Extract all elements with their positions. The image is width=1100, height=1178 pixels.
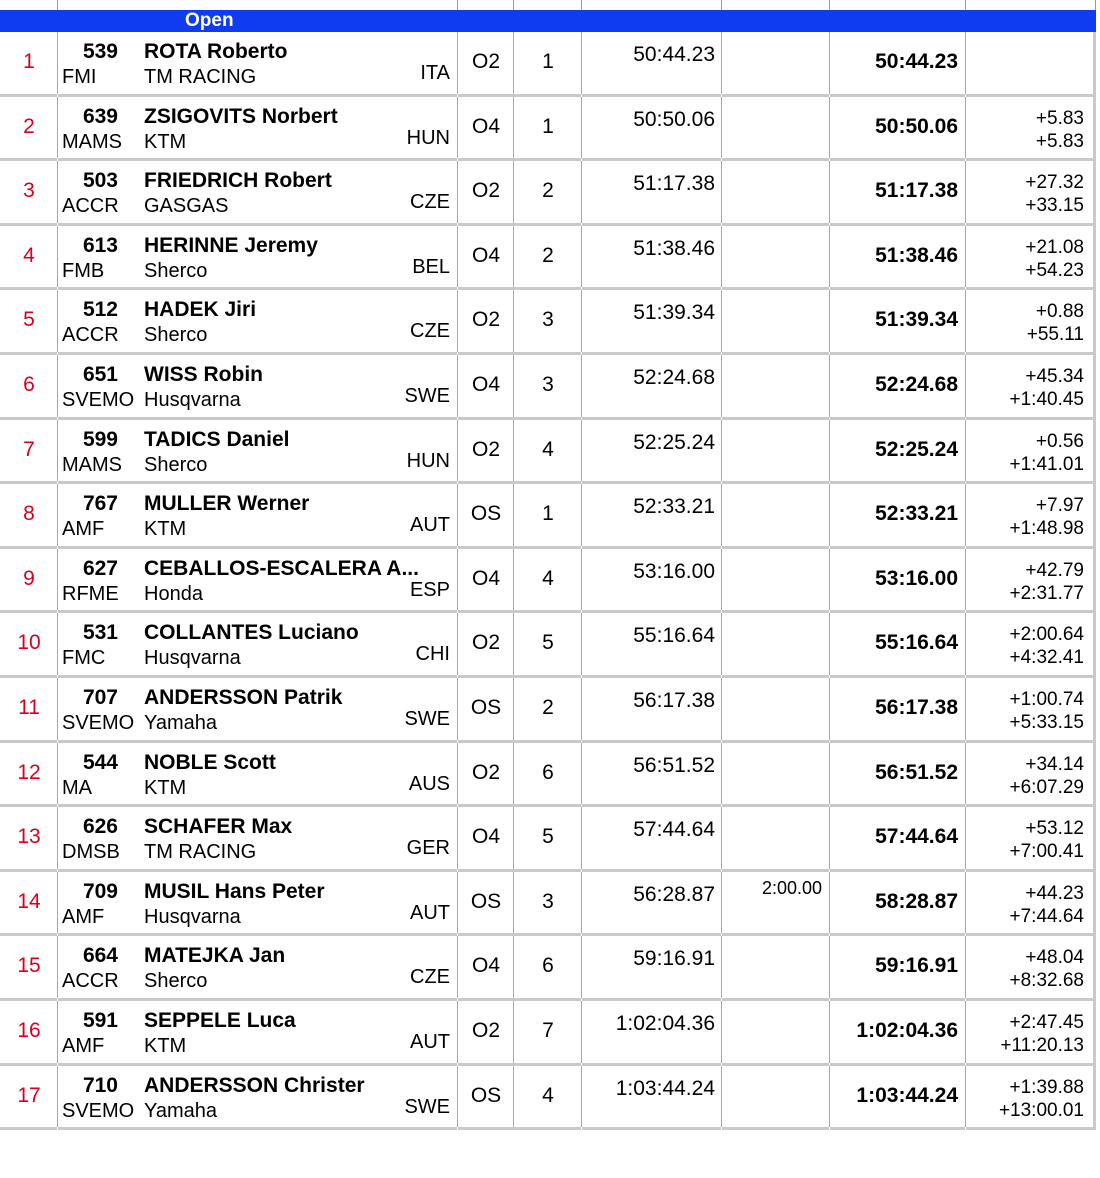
result-row (0, 161, 1096, 226)
class-position: 2 (542, 243, 554, 267)
class-position: 4 (542, 566, 554, 590)
gap-to-previous: +1:39.88 (1009, 1076, 1084, 1098)
gap-to-first: +13:00.01 (998, 1099, 1084, 1121)
rider-number: 767 (82, 492, 118, 516)
nationality: CZE (410, 320, 450, 343)
rider-number: 709 (82, 879, 118, 903)
gap-to-first: +54.23 (1025, 259, 1084, 281)
result-row (0, 484, 1096, 549)
rider-name: MUSIL Hans Peter (144, 880, 325, 903)
gap-to-previous: +0.56 (1035, 430, 1084, 452)
result-row (0, 613, 1096, 678)
position: 1 (23, 50, 35, 73)
rider-name: ANDERSSON Patrik (144, 686, 343, 709)
gap-to-previous: +1:00.74 (1009, 688, 1084, 710)
stage-time: 50:50.06 (633, 107, 715, 131)
class-position: 2 (542, 179, 554, 203)
gap-to-first: +7:44.64 (1009, 905, 1084, 927)
class: O4 (471, 114, 500, 138)
team-name: Husqvarna (144, 388, 241, 411)
rider-name: CEBALLOS-ESCALERA A... (144, 557, 419, 580)
team-name: KTM (144, 1034, 187, 1057)
class: O4 (471, 954, 500, 978)
position: 7 (23, 437, 35, 461)
rider-name: SEPPELE Luca (144, 1009, 296, 1032)
rider-name: SCHAFER Max (144, 816, 293, 839)
category-label: Open (185, 10, 234, 31)
stage-time: 56:17.38 (633, 688, 715, 712)
team-name: Husqvarna (144, 905, 241, 928)
total-time: 57:44.64 (875, 825, 958, 849)
stage-time: 1:02:04.36 (615, 1011, 715, 1035)
federation: DMSB (62, 841, 120, 864)
total-time: 59:16.91 (875, 954, 958, 978)
nationality: GER (406, 837, 450, 860)
penalty-time: 2:00.00 (761, 877, 822, 898)
federation: AMF (62, 518, 105, 541)
rider-name: TADICS Daniel (144, 428, 290, 451)
nationality: HUN (406, 126, 450, 149)
position: 9 (23, 566, 35, 590)
class-position: 2 (542, 695, 554, 719)
class: O2 (471, 437, 500, 461)
position: 11 (18, 695, 40, 719)
class-position: 3 (542, 372, 554, 396)
federation: AMF (62, 1034, 105, 1057)
stage-time: 53:16.00 (633, 559, 715, 583)
federation: MAMS (62, 453, 122, 476)
class: O4 (471, 825, 500, 849)
federation: ACCR (62, 195, 119, 218)
class-position: 3 (542, 308, 554, 332)
federation: RFME (62, 582, 119, 605)
top-strip (0, 0, 1096, 10)
result-row (0, 290, 1096, 355)
gap-to-previous: +2:47.45 (1009, 1011, 1084, 1033)
result-row (0, 420, 1096, 485)
class: OS (470, 889, 502, 913)
stage-time: 55:16.64 (633, 624, 715, 648)
result-row (0, 1066, 1096, 1131)
gap-to-first: +11:20.13 (1000, 1034, 1084, 1056)
federation: MA (62, 776, 92, 799)
rider-number: 710 (82, 1073, 118, 1097)
gap-to-previous: +5.83 (1035, 107, 1084, 129)
total-time: 52:25.24 (875, 437, 958, 461)
gap-to-first: +1:40.45 (1009, 388, 1084, 410)
result-row (0, 1001, 1096, 1066)
rider-number: 544 (82, 750, 118, 774)
team-name: KTM (144, 518, 187, 541)
rider-name: HERINNE Jeremy (144, 234, 318, 257)
stage-time: 50:44.23 (633, 43, 715, 66)
team-name: Husqvarna (144, 647, 241, 670)
stage-time: 52:25.24 (633, 430, 715, 454)
result-row (0, 32, 1096, 97)
gap-to-previous: +44.23 (1025, 882, 1084, 904)
gap-to-first: +4:32.41 (1009, 647, 1084, 669)
total-time: 1:02:04.36 (856, 1018, 958, 1042)
result-row (0, 226, 1096, 291)
rider-number: 664 (82, 944, 118, 968)
rider-name: ZSIGOVITS Norbert (144, 105, 338, 128)
total-time: 52:33.21 (875, 502, 958, 526)
rider-number: 512 (82, 298, 118, 322)
total-time: 53:16.00 (875, 566, 958, 590)
position: 16 (17, 1018, 41, 1042)
gap-to-first: +6:07.29 (1009, 776, 1084, 798)
class-position: 6 (542, 760, 554, 784)
gap-to-previous: +48.04 (1025, 947, 1084, 969)
result-row (0, 936, 1096, 1001)
gap-to-previous: +53.12 (1025, 818, 1084, 840)
nationality: AUS (408, 772, 450, 795)
gap-to-first: +8:32.68 (1009, 970, 1084, 992)
position: 15 (17, 954, 41, 978)
gap-to-previous: +42.79 (1025, 559, 1084, 581)
rider-name: MATEJKA Jan (144, 945, 286, 968)
class-position: 6 (542, 954, 554, 978)
team-name: Sherco (144, 324, 208, 347)
total-time: 56:17.38 (875, 695, 958, 719)
team-name: Honda (144, 582, 203, 605)
rider-number: 613 (82, 233, 118, 257)
gap-to-previous: +7.97 (1035, 495, 1084, 517)
federation: FMI (62, 66, 97, 88)
class-position: 4 (542, 437, 554, 461)
rider-number: 707 (82, 685, 118, 709)
gap-to-previous: +0.88 (1035, 301, 1084, 323)
rider-number: 539 (82, 40, 118, 63)
result-row (0, 872, 1096, 937)
nationality: CHI (415, 643, 450, 666)
rider-name: HADEK Jiri (144, 299, 257, 322)
class: OS (470, 695, 502, 719)
position: 14 (17, 889, 41, 913)
rider-name: ANDERSSON Christer (144, 1074, 365, 1097)
gap-to-first: +7:00.41 (1009, 841, 1084, 863)
position: 2 (23, 114, 35, 138)
nationality: CZE (410, 191, 450, 214)
rider-number: 626 (82, 815, 118, 839)
nationality: SWE (404, 707, 450, 730)
nationality: SWE (404, 1095, 450, 1118)
gap-to-first: +1:41.01 (1009, 453, 1084, 475)
rider-name: NOBLE Scott (144, 751, 276, 774)
team-name: Sherco (144, 259, 208, 282)
nationality: AUT (410, 1030, 450, 1053)
position: 3 (23, 179, 35, 203)
federation: ACCR (62, 324, 119, 347)
class-position: 4 (542, 1083, 554, 1107)
stage-time: 56:51.52 (633, 753, 715, 777)
nationality: ESP (409, 578, 450, 601)
position: 6 (23, 372, 35, 396)
result-row (0, 807, 1096, 872)
nationality: AUT (410, 901, 450, 924)
stage-time: 51:38.46 (633, 236, 715, 260)
federation: FMC (62, 647, 106, 670)
nationality: AUT (410, 514, 450, 537)
total-time: 51:38.46 (875, 243, 958, 267)
gap-to-previous: +21.08 (1025, 236, 1084, 258)
team-name: KTM (144, 776, 187, 799)
gap-to-previous: +34.14 (1025, 753, 1084, 775)
federation: ACCR (62, 970, 119, 993)
class-position: 1 (542, 502, 554, 526)
result-row (0, 743, 1096, 808)
team-name: GASGAS (144, 195, 229, 218)
rider-number: 627 (82, 556, 118, 580)
team-name: TM RACING (144, 66, 257, 88)
federation: SVEMO (62, 1099, 135, 1122)
gap-to-first: +5.83 (1035, 130, 1084, 152)
position: 13 (17, 825, 41, 849)
stage-time: 52:33.21 (633, 495, 715, 519)
team-name: Yamaha (144, 711, 218, 734)
rider-name: WISS Robin (144, 363, 263, 386)
team-name: TM RACING (144, 841, 257, 864)
nationality: SWE (404, 384, 450, 407)
class: O4 (471, 243, 500, 267)
rider-name: MULLER Werner (144, 493, 310, 516)
team-name: Sherco (144, 970, 208, 993)
total-time: 55:16.64 (875, 631, 958, 655)
result-row (0, 549, 1096, 614)
rider-name: ROTA Roberto (144, 41, 288, 63)
total-time: 58:28.87 (875, 889, 958, 913)
result-row (0, 678, 1096, 743)
gap-to-first: +1:48.98 (1009, 518, 1084, 540)
federation: MAMS (62, 130, 122, 153)
gap-to-first: +55.11 (1026, 324, 1084, 346)
class-position: 1 (542, 114, 554, 138)
gap-to-first: +2:31.77 (1009, 582, 1084, 604)
federation: FMB (62, 259, 105, 282)
class: O4 (471, 566, 500, 590)
class: OS (470, 502, 502, 526)
team-name: KTM (144, 130, 187, 153)
federation: SVEMO (62, 388, 135, 411)
class-position: 7 (542, 1018, 554, 1042)
position: 5 (23, 308, 35, 332)
class-position: 5 (542, 825, 554, 849)
rider-number: 651 (82, 362, 118, 386)
gap-to-first: +33.15 (1025, 195, 1084, 217)
results-table (0, 32, 1096, 1130)
position: 12 (17, 760, 41, 784)
nationality: HUN (406, 449, 450, 472)
rider-number: 503 (82, 169, 118, 193)
class: O4 (471, 372, 500, 396)
position: 4 (23, 243, 35, 267)
class-position: 5 (542, 631, 554, 655)
nationality: CZE (410, 966, 450, 989)
total-time: 52:24.68 (875, 372, 958, 396)
total-time: 1:03:44.24 (856, 1083, 958, 1107)
rider-name: COLLANTES Luciano (144, 622, 359, 645)
class: O2 (471, 308, 500, 332)
nationality: ITA (420, 62, 450, 84)
result-row (0, 97, 1096, 162)
federation: SVEMO (62, 711, 135, 734)
position: 17 (17, 1083, 41, 1107)
stage-time: 1:03:44.24 (615, 1076, 715, 1100)
stage-time: 56:28.87 (633, 882, 715, 906)
result-row (0, 355, 1096, 420)
position: 8 (23, 502, 35, 526)
nationality: BEL (412, 255, 450, 278)
category-header (0, 10, 1096, 32)
class: O2 (471, 179, 500, 203)
class: O2 (471, 50, 500, 73)
rider-name: FRIEDRICH Robert (144, 170, 332, 193)
total-time: 51:17.38 (875, 179, 958, 203)
total-time: 50:50.06 (875, 114, 958, 138)
gap-to-previous: +45.34 (1025, 365, 1084, 387)
stage-time: 51:17.38 (633, 172, 715, 196)
class-position: 1 (542, 50, 554, 73)
team-name: Sherco (144, 453, 208, 476)
stage-time: 57:44.64 (633, 818, 715, 842)
total-time: 51:39.34 (875, 308, 958, 332)
rider-number: 639 (82, 104, 118, 128)
class: O2 (471, 1018, 500, 1042)
stage-time: 59:16.91 (633, 947, 715, 971)
total-time: 50:44.23 (875, 50, 958, 73)
gap-to-first: +5:33.15 (1009, 711, 1084, 733)
federation: AMF (62, 905, 105, 928)
team-name: Yamaha (144, 1099, 218, 1122)
gap-to-previous: +27.32 (1025, 172, 1084, 194)
class-position: 3 (542, 889, 554, 913)
rider-number: 599 (82, 427, 118, 451)
stage-time: 52:24.68 (633, 365, 715, 389)
position: 10 (17, 631, 41, 655)
gap-to-previous: +2:00.64 (1009, 624, 1084, 646)
class: OS (470, 1083, 502, 1107)
class: O2 (471, 760, 500, 784)
total-time: 56:51.52 (875, 760, 958, 784)
class: O2 (471, 631, 500, 655)
rider-number: 531 (82, 621, 118, 645)
rider-number: 591 (82, 1008, 118, 1032)
stage-time: 51:39.34 (633, 301, 715, 325)
